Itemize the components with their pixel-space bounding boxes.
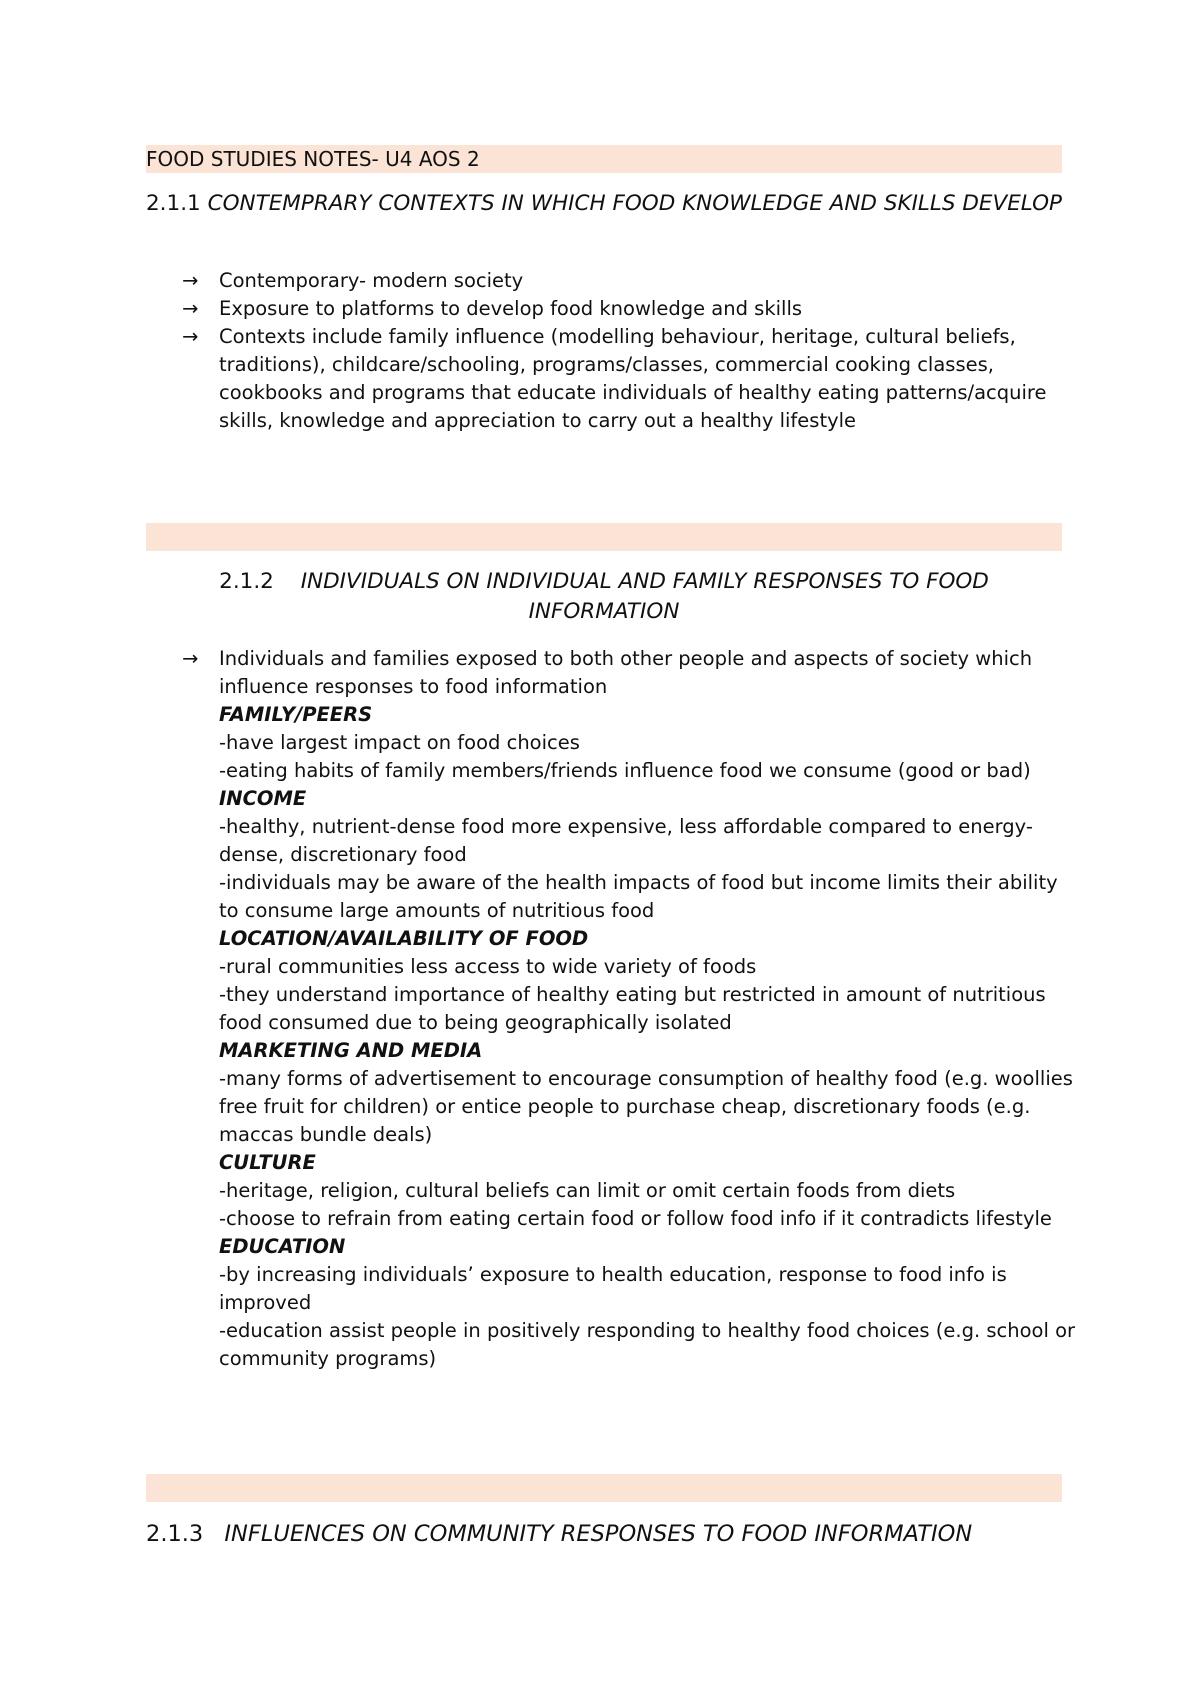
factor-heading-income: INCOME <box>219 787 307 810</box>
factor-heading-education: EDUCATION <box>219 1235 346 1258</box>
factor-point: -many forms of advertisement to encourage consumption of healthy food (e.g. woollies free fruit for children) or entice people to purchase cheap, discretionary foods (e.g. maccas bundle deals) <box>219 1067 1073 1146</box>
section-divider-band <box>146 1474 1062 1502</box>
right-arrow-icon: → <box>182 647 199 670</box>
right-arrow-icon: → <box>182 325 199 348</box>
factor-heading-location: LOCATION/AVAILABILITY OF FOOD <box>219 927 589 950</box>
section-title: INDIVIDUALS ON INDIVIDUAL AND FAMILY RESPONSES TO FOOD INFORMATION <box>300 569 989 624</box>
section-number: 2.1.3 <box>146 1521 204 1547</box>
document-title: FOOD STUDIES NOTES- U4 AOS 2 <box>146 147 480 171</box>
section-2-1-1-bullets <box>146 267 1076 435</box>
bullet-text: Contemporary- modern society <box>219 269 524 292</box>
section-heading-2-1-2 <box>146 567 1062 627</box>
factor-heading-culture: CULTURE <box>219 1151 316 1174</box>
factor-point: -healthy, nutrient-dense food more expensive, less affordable compared to energy-dense, discretionary food <box>219 815 1033 866</box>
bullet-item <box>146 645 1076 1373</box>
section-title: INFLUENCES ON COMMUNITY RESPONSES TO FOOD INFORMATION <box>224 1521 973 1547</box>
right-arrow-icon: → <box>182 297 199 320</box>
section-2-1-2-bullets <box>146 645 1076 1373</box>
factor-point: -rural communities less access to wide variety of foods <box>219 955 757 978</box>
factor-point: -education assist people in positively responding to healthy food choices (e.g. school or community programs) <box>219 1319 1076 1370</box>
section-divider-band <box>146 523 1062 551</box>
factor-point: -they understand importance of healthy eating but restricted in amount of nutritious food consumed due to being geographically isolated <box>219 983 1046 1034</box>
section-number: 2.1.2 <box>219 569 274 594</box>
factor-point: -by increasing individuals’ exposure to health education, response to food info is improved <box>219 1263 1007 1314</box>
factor-point: -have largest impact on food choices <box>219 731 580 754</box>
factor-point: -heritage, religion, cultural beliefs can limit or omit certain foods from diets <box>219 1179 956 1202</box>
factor-heading-family-peers: FAMILY/PEERS <box>219 703 373 726</box>
bullet-item <box>146 323 1076 435</box>
factor-point: -choose to refrain from eating certain food or follow food info if it contradicts lifestyle <box>219 1207 1052 1230</box>
bullet-text: Individuals and families exposed to both other people and aspects of society which influence responses to food information <box>219 647 1033 698</box>
bullet-item <box>146 267 1076 295</box>
section-heading-2-1-3 <box>146 1519 1076 1549</box>
section-title: CONTEMPRARY CONTEXTS IN WHICH FOOD KNOWLEDGE AND SKILLS DEVELOP <box>207 191 1062 216</box>
title-highlight-band <box>146 145 1062 173</box>
bullet-text: Contexts include family influence (modelling behaviour, heritage, cultural beliefs, traditions), childcare/schooling, programs/classes, commercial cooking classes, cookbooks and programs that educate individuals of healthy eating patterns/acquire skills, knowledge and appreciation to carry out a healthy lifestyle <box>219 325 1047 432</box>
section-number: 2.1.1 <box>146 191 201 216</box>
factor-heading-marketing: MARKETING AND MEDIA <box>219 1039 483 1062</box>
factor-point: -eating habits of family members/friends influence food we consume (good or bad) <box>219 759 1031 782</box>
section-heading-2-1-1 <box>146 189 1062 219</box>
bullet-text: Exposure to platforms to develop food knowledge and skills <box>219 297 803 320</box>
right-arrow-icon: → <box>182 269 199 292</box>
factor-point: -individuals may be aware of the health impacts of food but income limits their ability to consume large amounts of nutritious food <box>219 871 1058 922</box>
bullet-item <box>146 295 1076 323</box>
